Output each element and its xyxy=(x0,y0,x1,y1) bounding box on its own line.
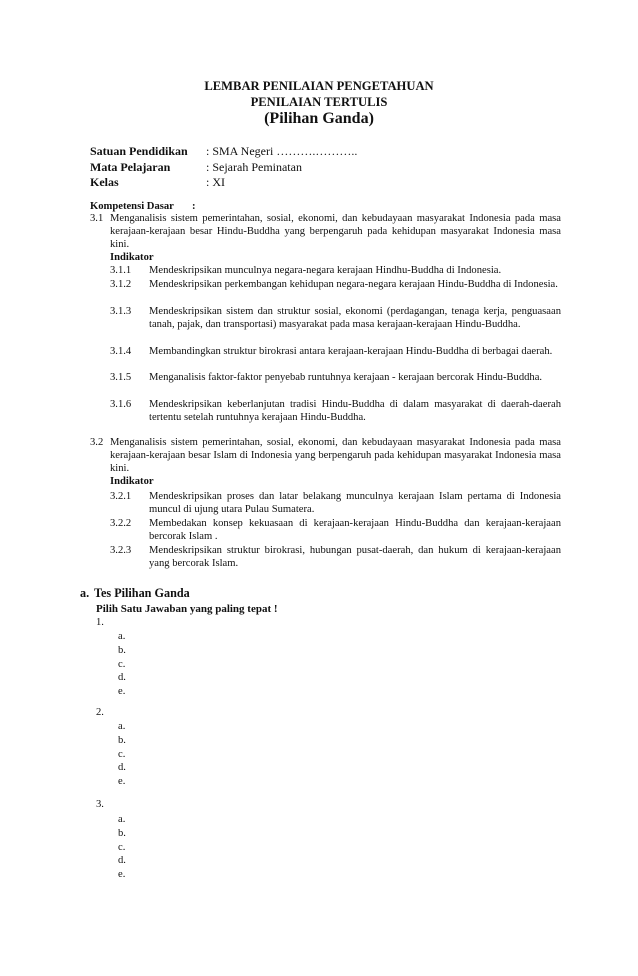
kompetensi-colon: : xyxy=(192,201,196,212)
info-value: : Sejarah Peminatan xyxy=(206,160,302,174)
indicator-number: 3.2.2 xyxy=(110,518,132,529)
kompetensi-dasar-label xyxy=(90,201,196,212)
indicator-text: Mendeskripsikan munculnya negara-negara kerajaan Hindhu-Buddha di Indonesia. xyxy=(149,265,502,276)
info-key: Satuan Pendidikan xyxy=(90,144,188,158)
kd-text: Menganalisis sistem pemerintahan, sosial, ekonomi, dan kebudayaan masyarakat Indonesia pada masa kerajaan-kerajaan besar Islam di Indonesia yang berpengaruh pada kehidupan masyarakat Indonesia masa kini. xyxy=(110,437,561,475)
section-heading xyxy=(80,586,190,601)
answer-option: c. xyxy=(118,749,126,760)
indicator-number: 3.1.2 xyxy=(110,279,132,290)
document-title-line1: LEMBAR PENILAIAN PENGETAHUAN xyxy=(204,79,434,93)
answer-option: a. xyxy=(118,631,126,642)
indicator-text: Mendeskripsikan proses dan latar belakang munculnya kerajaan Islam pertama di Indonesia muncul di ujung utara Pulau Sumatera. xyxy=(149,491,561,516)
info-value: : XI xyxy=(206,175,225,189)
answer-option: b. xyxy=(118,828,126,839)
answer-option: c. xyxy=(118,842,126,853)
question-number: 1. xyxy=(96,617,104,628)
indicator-text: Mendeskripsikan perkembangan kehidupan negara-negara kerajaan Hindu-Buddha di Indonesia. xyxy=(149,279,558,290)
answer-option: e. xyxy=(118,869,126,880)
kompetensi-label-text: Kompetensi Dasar xyxy=(90,201,174,212)
document-title-line3: (Pilihan Ganda) xyxy=(264,110,374,127)
indicator-number: 3.2.3 xyxy=(110,545,132,556)
answer-option: d. xyxy=(118,672,126,683)
info-key: Kelas xyxy=(90,175,119,189)
indicator-number: 3.1.6 xyxy=(110,399,132,410)
section-letter: a. xyxy=(80,586,90,600)
indicator-text: Membedakan konsep kekuasaan di kerajaan-kerajaan Hindu-Buddha dan kerajaan-kerajaan bercorak Islam . xyxy=(149,518,561,543)
instruction-text: Pilih Satu Jawaban yang paling tepat ! xyxy=(96,603,278,615)
document-title-line2: PENILAIAN TERTULIS xyxy=(250,95,388,109)
indicator-number: 3.1.5 xyxy=(110,372,132,383)
answer-option: e. xyxy=(118,776,126,787)
indicator-text: Membandingkan struktur birokrasi antara kerajaan-kerajaan Hindu-Buddha di berbagai daerah. xyxy=(149,346,553,357)
kd-number: 3.1 xyxy=(90,213,104,224)
indicator-number: 3.1.3 xyxy=(110,306,132,317)
indicator-text: Mendeskripsikan keberlanjutan tradisi Hindu-Buddha di dalam masyarakat di daerah-daerah tertentu setelah runtuhnya kerajaan Hindu-Buddha. xyxy=(149,399,561,424)
indicator-number: 3.1.1 xyxy=(110,265,132,276)
question-number: 3. xyxy=(96,799,104,810)
indicator-text: Menganalisis faktor-faktor penyebab runtuhnya kerajaan - kerajaan bercorak Hindu-Buddha. xyxy=(149,372,543,383)
answer-option: a. xyxy=(118,814,126,825)
indicator-number: 3.1.4 xyxy=(110,346,132,357)
answer-option: e. xyxy=(118,686,126,697)
answer-option: b. xyxy=(118,645,126,656)
kd-number: 3.2 xyxy=(90,437,104,448)
indicator-text: Mendeskripsikan sistem dan struktur sosial, ekonomi (perdagangan, tenaga kerja, penguasaan tanah, pajak, dan transportasi) masyarakat pada masa kerajaan-kerajaan Hindu-Buddha. xyxy=(149,306,561,331)
info-value: : SMA Negeri ……….……….. xyxy=(206,144,358,158)
kd-text: Menganalisis sistem pemerintahan, sosial, ekonomi, dan kebudayaan masyarakat Indonesia pada masa kerajaan-kerajaan besar Hindu-Buddha yang berpengaruh pada kehidupan masyarakat Indonesia masa kini. xyxy=(110,213,561,251)
answer-option: d. xyxy=(118,855,126,866)
info-key: Mata Pelajaran xyxy=(90,160,171,174)
answer-option: c. xyxy=(118,659,126,670)
indicator-number: 3.2.1 xyxy=(110,491,132,502)
answer-option: d. xyxy=(118,762,126,773)
indikator-label: Indikator xyxy=(110,476,154,487)
answer-option: b. xyxy=(118,735,126,746)
section-title: Tes Pilihan Ganda xyxy=(94,586,190,600)
answer-option: a. xyxy=(118,721,126,732)
question-number: 2. xyxy=(96,707,104,718)
indicator-text: Mendeskripsikan struktur birokrasi, hubungan pusat-daerah, dan hukum di kerajaan-kerajaan yang bercorak Islam. xyxy=(149,545,561,570)
indikator-label: Indikator xyxy=(110,252,154,263)
